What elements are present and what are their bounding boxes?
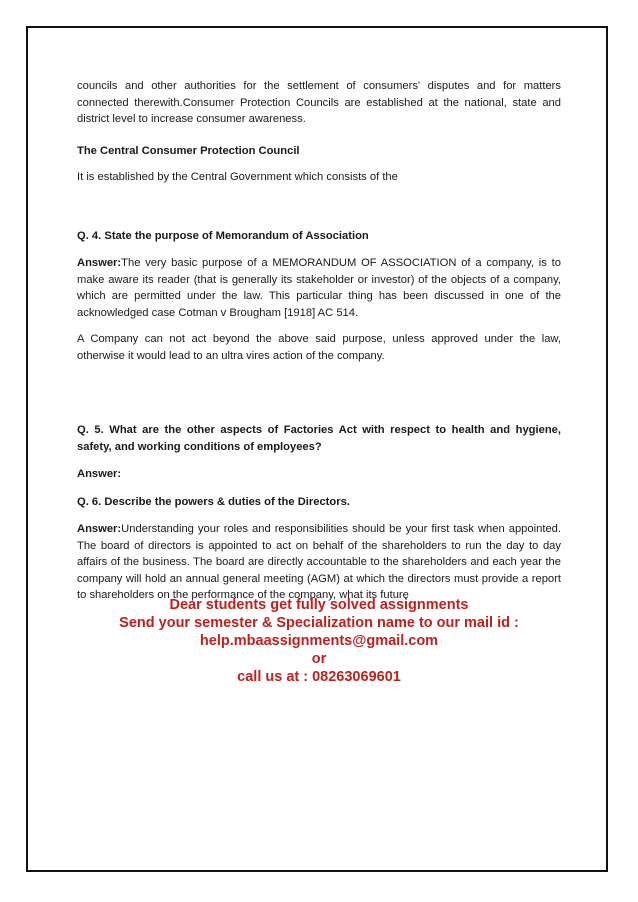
answer-6 (77, 521, 561, 604)
question-5: Q. 5. What are the other aspects of Factories Act with respect to health and hygiene, safety, and working conditions of employees? (77, 424, 561, 453)
paragraph-consumer-councils: councils and other authorities for the settlement of consumers' disputes and for matters connected therewith.Consumer Protection Councils are established at the national, state and district level to increase consumer awareness. (77, 80, 561, 125)
promo-or: or (311, 651, 327, 667)
answer-4-text: The very basic purpose of a MEMORANDUM OF ASSOCIATION of a company, is to make aware its reader (that is generally its stakeholder or investor) of the objects of a company, which are permitted under the law. This particular thing has been discussed in one of the acknowledged case Cotman v Brougham [1918] AC 514. (77, 257, 561, 319)
promo-line-1: Dear students get fully solved assignments (169, 597, 469, 613)
answer-6-text: Understanding your roles and responsibilities should be your first task when appointed. The board of directors is appointed to act on behalf of the shareholders to run the day to day affairs of the business. The board are directly accountable to the shareholders and each year the company will hold an annual general meeting (AGM) at which the directors must provide a report to shareholders on the performance of the company, what its future (77, 523, 561, 601)
promo-block (77, 596, 561, 686)
answer-4-continued: A Company can not act beyond the above said purpose, unless approved under the law, otherwise it would lead to an ultra vires action of the company. (77, 333, 561, 362)
answer-label: Answer: (77, 257, 122, 269)
question-4: Q. 4. State the purpose of Memorandum of Association (77, 229, 369, 242)
promo-email[interactable]: help.mbaassignments@gmail.com (199, 633, 439, 649)
promo-phone[interactable]: call us at : 08263069601 (237, 669, 401, 685)
answer-label: Answer: (77, 523, 122, 535)
answer-5-label: Answer: (77, 468, 122, 480)
question-6: Q. 6. Describe the powers & duties of the Directors. (77, 495, 350, 508)
promo-line-2: Send your semester & Specialization name to our mail id : (119, 615, 519, 631)
heading-central-council: The Central Consumer Protection Council (77, 144, 300, 157)
document-body (77, 78, 561, 604)
paragraph-central-council: It is established by the Central Government which consists of the (77, 171, 398, 183)
answer-4 (77, 255, 561, 321)
